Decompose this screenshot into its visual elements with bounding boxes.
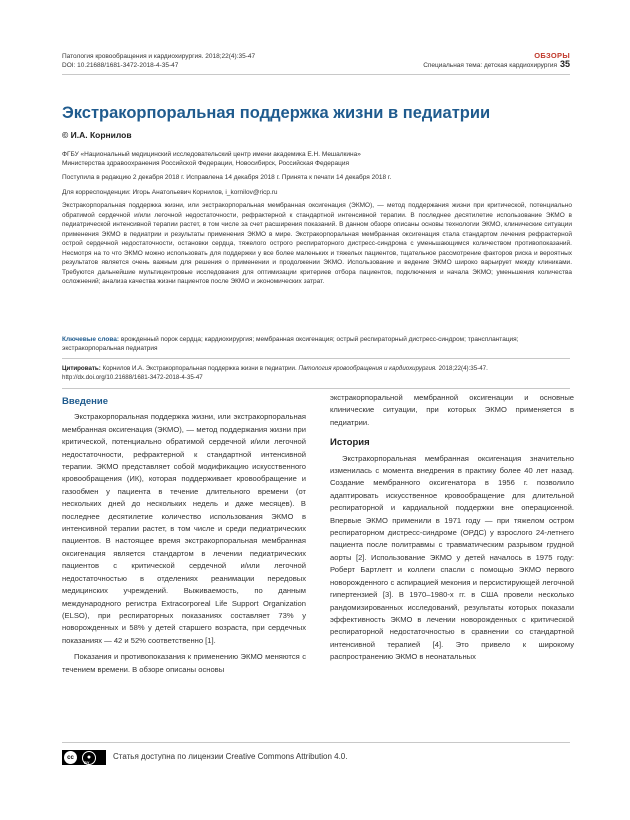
footer-divider — [62, 742, 570, 743]
keywords-text: врожденный порок сердца; кардиохирургия; мембранная оксигенация; острый респираторный дистресс-синдром; трансплантация; экстракорпоральная педиатрия — [62, 336, 519, 353]
cite-text: Корнилов И.А. Экстракорпоральная поддержка жизни в педиатрии. — [102, 365, 297, 372]
cite-label: Цитировать: — [62, 365, 101, 372]
doi[interactable]: DOI: 10.21688/1681-3472-2018-4-35-47 — [62, 62, 179, 69]
article-title: Экстракорпоральная поддержка жизни в педиатрии — [62, 104, 491, 122]
affiliation-line-2: Министерства здравоохранения Российской Федерации, Новосибирск, Российская Федерация — [62, 160, 349, 168]
special-topic: Специальная тема: детская кардиохирургия — [423, 62, 557, 69]
abstract: Экстракорпоральная поддержка жизни, или экстракорпоральная мембранная оксигенация (ЭКМО), — метод поддержания жизни при критической, потенциально обратимой сердечной и/или легочной недостаточности, рефрактерной к стандартной интенсивной терапии. В последнее десятилетие использование ЭКМО в педиатрической интенсивной терапии растет, в том числе за счет расширения показаний. В данном обзоре описаны основы технологии ЭКМО, клинические ситуации применения ЭКМО в педиатрии и результаты применения ЭКМО в мире. Экстракорпоральная мембранная оксигенация стала стандартом лечения рефрактерной острой сердечной недостаточности, остановки сердца, тяжелого острого респираторного дистресс-синдрома с уменьшающимся количеством противопоказаний. Несмотря на то что ЭКМО можно использовать для поддержки у все более маленьких и тяжелых пациентов, тщательное рассмотрение факторов риска и вероятных результатов является очень важным для решения о применении и продолжении ЭКМО. Использование и ведение ЭКМО широко варьирует между клиниками. Требуются дальнейшие мультицентровые исследования для оптимизации критериев отбора пациентов, подключения и начала ЭКМО; уменьшения количества осложнений; анализа качества жизни пациентов после ЭКМО и экономических затрат. — [62, 202, 572, 286]
section-label: ОБЗОРЫ — [534, 51, 570, 60]
intro-heading: Введение — [62, 396, 109, 407]
left-column — [62, 396, 306, 676]
cc-icon: cc — [64, 751, 77, 764]
correspondence: Для корреспонденции: Игорь Анатольевич Корнилов, i_kornilov@ricp.ru — [62, 188, 278, 196]
cite-url[interactable]: http://dx.doi.org/10.21688/1681-3472-2018-4-35-47 — [62, 374, 203, 382]
keywords-label: Ключевые слова: — [62, 336, 120, 343]
page-number: 35 — [559, 59, 570, 69]
header-journal-info — [62, 52, 255, 70]
history-heading: История — [330, 437, 370, 449]
right-column — [330, 392, 574, 664]
header-divider — [62, 74, 570, 75]
license-text: Статья доступна по лицензии Creative Commons Attribution 4.0. — [113, 752, 348, 761]
cc-by-license-icon — [62, 750, 106, 765]
keywords-block — [62, 335, 572, 353]
citation-block — [62, 364, 572, 382]
header-section-info — [423, 51, 570, 70]
affiliation-block — [62, 150, 572, 197]
cite-tail: 2018;22(4):35-47. — [438, 365, 488, 372]
intro-continuation: экстракорпоральной мембранной оксигенации и основные клинические ситуации, при которых ЭКМО применяется в педиатрии. — [330, 393, 574, 427]
intro-paragraph-1: Экстракорпоральная поддержка жизни, или экстракорпоральная мембранная оксигенация (ЭКМО), — метод поддержания жизни при критической, потенциально обратимой сердечной и/или легочной недостаточности, рефрактерной к стандартной интенсивной терапии. ЭКМО представляет собой модификацию искусственного кровообращения (ИК), которая поддерживает кровообращение и газообмен у пациента в течение длительного времени (от нескольких дней до нескольких недель и даже месяцев). В последнее десятилетие количество использования ЭКМО в интенсивной терапии растет, в том числе и среди педиатрических пациентов. В настоящее время экстракорпоральная мембранная оксигенация является стандартом в лечении педиатрических пациентов с критической сердечной и/или легочной недостаточностью в отделениях реанимации передовых медицинских учреждений. Выживаемость, по данным международного регистра Extracorporeal Life Support Organization (ELSO), при респираторных показаниях составляет 73% у новорожденных и 58% у детей старшего возраста, при сердечных показаниях — 42 и 52% соответственно [1]. — [62, 412, 306, 645]
affiliation-line-1: ФГБУ «Национальный медицинский исследовательский центр имени академика Е.Н. Мешалкина» — [62, 151, 361, 158]
cite-journal: Патология кровообращения и кардиохирургия. — [298, 365, 437, 372]
article-dates: Поступила в редакцию 2 декабря 2018 г. Исправлена 14 декабря 2018 г. Принята к печати 14 декабря 2018 г. — [62, 174, 392, 182]
body-divider — [62, 388, 570, 389]
by-label: BY — [84, 760, 90, 765]
article-author: © И.А. Корнилов — [62, 130, 132, 140]
history-paragraph-1: Экстракорпоральная мембранная оксигенация значительно изменилась с момента внедрения в практику более 40 лет назад. Создание мембранного оксигенатора в 1956 г. позволило адаптировать искусственное кровообращение для длительной респираторной и кардиальной поддержки вне операционной. Впервые ЭКМО применили в 1971 году — при тяжелом остром респираторном дистресс-синдроме (ОРДС) у взрослого 24-летнего пациента после политравмы с травматическим разрывом грудной аорты [2]. Использование ЭКМО у детей началось в 1975 году: Роберт Бартлетт и коллеги спасли с помощью ЭКМО первого новорожденного с аспирацией мекония и персистирующей легочной гипертензией [3]. В 1970–1980-х гг. в США провели несколько рандомизированных исследований, результаты которых показали эффективность ЭКМО в лечении новорожденных с критической респираторной недостаточностью в сравнении со стандартной интенсивной терапией [4]. Это привело к широкому распространению ЭКМО в неонатальных — [330, 453, 574, 662]
intro-paragraph-2: Показания и противопоказания к применению ЭКМО меняются с течением времени. В обзоре описаны основы — [62, 652, 306, 674]
person-icon: ● — [82, 751, 96, 765]
journal-citation: Патология кровообращения и кардиохирургия. 2018;22(4):35-47 — [62, 53, 256, 60]
citation-divider — [62, 358, 570, 359]
